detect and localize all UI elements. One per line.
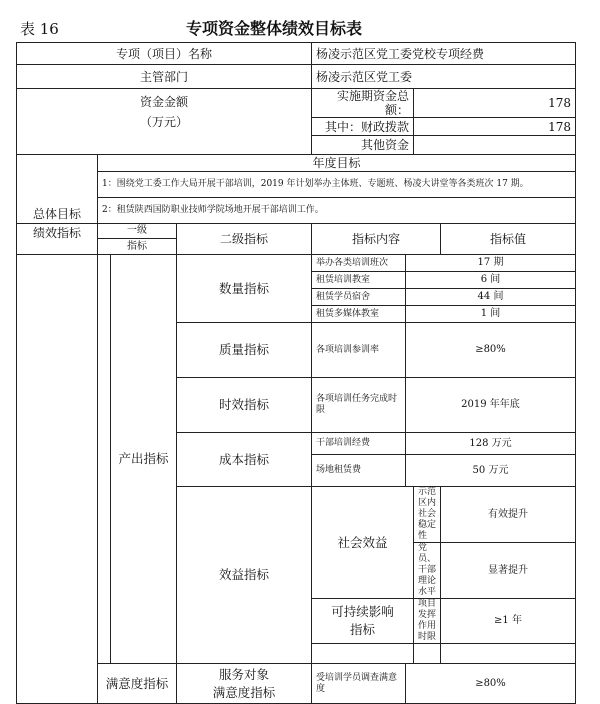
indicator-value-header: 指标值 <box>441 224 576 255</box>
project-name-label: 专项（项目）名称 <box>17 43 312 65</box>
performance-indicators-text: 绩效指标 <box>32 226 81 240</box>
page-title: 专项资金整体绩效目标表 <box>186 19 363 38</box>
overall-goal-text: 总体目标 <box>32 207 81 221</box>
sustainability-label-line1: 可持续影响 <box>331 604 394 619</box>
annual-goal-line-1: 1：围绕党工委工作大局开展干部培训，2019 年计划举办主体班、专题班、杨凌大讲堂等各类班次 17 期。 <box>98 172 576 198</box>
social-item-2: 党员、干部理论水平 <box>414 543 441 599</box>
annual-goal-header: 年度目标 <box>98 155 576 172</box>
other-funds-value <box>414 136 576 155</box>
quantity-value-4: 1 间 <box>406 306 576 323</box>
quality-item: 各项培训参训率 <box>312 323 406 378</box>
satisfaction-value: ≥80% <box>406 664 576 704</box>
overall-goal-label <box>17 155 98 224</box>
annual-goal-line-2: 2：租赁陕西国防职业技师学院场地开展干部培训工作。 <box>98 198 576 224</box>
department-value: 杨凌示范区党工委 <box>312 65 576 89</box>
cost-value-2: 50 万元 <box>406 455 576 487</box>
social-value-1: 有效提升 <box>441 487 576 543</box>
social-value-2: 显著提升 <box>441 543 576 599</box>
sustainability-item: 项目发挥作用时限 <box>414 599 441 644</box>
left-blank-column <box>17 255 98 704</box>
cost-item-1: 干部培训经费 <box>312 433 406 455</box>
performance-indicators-label <box>17 224 98 255</box>
timeliness-value: 2019 年年底 <box>406 378 576 433</box>
sustainability-label-line2: 指标 <box>349 622 375 637</box>
satisfaction-indicators-label: 满意度指标 <box>98 664 177 704</box>
quantity-item-4: 租赁多媒体教室 <box>312 306 406 323</box>
sustainability-value: ≥1 年 <box>441 599 576 644</box>
cost-value-1: 128 万元 <box>406 433 576 455</box>
quantity-item-3: 租赁学员宿舍 <box>312 289 406 306</box>
social-benefit-label: 社会效益 <box>312 487 414 599</box>
social-item-1: 示范区内社会稳定性 <box>414 487 441 543</box>
sustainability-label <box>312 599 414 644</box>
output-spacer <box>98 255 111 664</box>
empty-value-cell <box>441 644 576 664</box>
quality-indicators-label: 质量指标 <box>177 323 312 378</box>
fund-amount-label <box>17 89 312 155</box>
benefit-indicators-label: 效益指标 <box>177 487 312 664</box>
performance-goal-table <box>16 42 576 704</box>
quantity-value-2: 6 间 <box>406 272 576 289</box>
total-funds-label: 实施期资金总额： <box>312 89 414 118</box>
department-label: 主管部门 <box>17 65 312 89</box>
satisfaction-item: 受培训学员调查满意度 <box>312 664 406 704</box>
indicator-content-header: 指标内容 <box>312 224 441 255</box>
table-number: 表 16 <box>20 20 59 38</box>
total-funds-value: 178 <box>414 89 576 118</box>
quantity-value-3: 44 间 <box>406 289 576 306</box>
quantity-item-2: 租赁培训教室 <box>312 272 406 289</box>
page-header <box>0 0 600 42</box>
cost-item-2: 场地租赁费 <box>312 455 406 487</box>
output-indicators-label: 产出指标 <box>111 255 177 664</box>
empty-sub-cell <box>312 644 414 664</box>
quantity-item-1: 举办各类培训班次 <box>312 255 406 272</box>
level2-header: 二级指标 <box>177 224 312 255</box>
service-satisfaction-label <box>177 664 312 704</box>
quantity-indicators-label: 数量指标 <box>177 255 312 323</box>
fund-amount-unit: （万元） <box>139 115 188 129</box>
level1-header-top: 一级 <box>98 224 177 239</box>
fund-amount-title: 资金金额 <box>139 95 188 109</box>
timeliness-item: 各项培训任务完成时限 <box>312 378 406 433</box>
timeliness-indicators-label: 时效指标 <box>177 378 312 433</box>
other-funds-label: 其他资金 <box>312 136 414 155</box>
level1-header-bottom: 指标 <box>98 239 177 255</box>
cost-indicators-label: 成本指标 <box>177 433 312 487</box>
project-name-value: 杨凌示范区党工委党校专项经费 <box>312 43 576 65</box>
empty-content-cell <box>414 644 441 664</box>
service-satisfaction-line1: 服务对象 <box>218 666 269 682</box>
quantity-value-1: 17 期 <box>406 255 576 272</box>
quality-value: ≥80% <box>406 323 576 378</box>
fiscal-funds-value: 178 <box>414 118 576 136</box>
fiscal-funds-label: 其中：财政拨款 <box>312 118 414 136</box>
service-satisfaction-line2: 满意度指标 <box>212 684 276 700</box>
